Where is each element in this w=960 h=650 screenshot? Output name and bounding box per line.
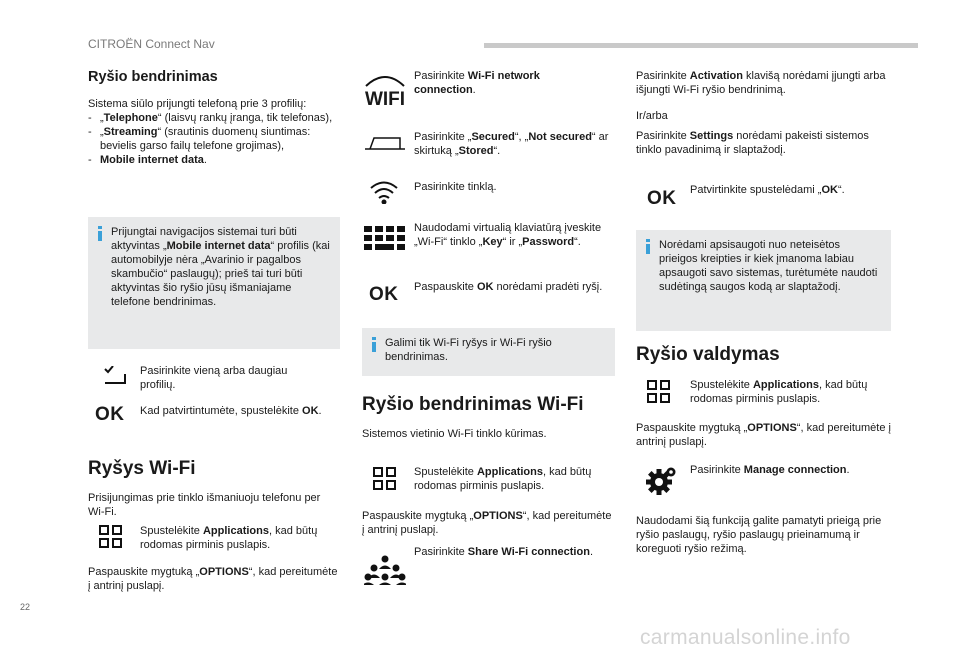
list-item: - „Streaming“ (srautinis duomenų siuntimas: bevielis garso failų telefone grojimas),: [88, 125, 343, 153]
share-intro: Sistemos vietinio Wi-Fi tinklo kūrimas.: [362, 428, 547, 440]
select-profiles-text: Pasirinkite vieną arba daugiau profilių.: [140, 365, 288, 391]
keyboard-icon: [364, 226, 406, 250]
ok-icon: OK: [647, 188, 677, 209]
share-wifi-text: Pasirinkite Share Wi-Fi connection.: [414, 546, 593, 558]
apps-grid-icon: [373, 467, 397, 491]
wifi-label-icon: WIFI: [364, 72, 406, 111]
info-icon: [645, 239, 651, 254]
ok-icon: OK: [369, 284, 399, 305]
heading-wifi-connection: Ryšys Wi-Fi: [88, 458, 196, 479]
heading-connection-management: Ryšio valdymas: [636, 344, 780, 365]
page-number: 22: [20, 602, 31, 612]
options-text: Paspauskite mygtuką „OPTIONS“, kad pereitumėte į antrinį puslapį.: [362, 510, 612, 536]
apps-grid-icon: [99, 525, 123, 549]
secured-tabs-text: Pasirinkite „Secured“, „Not secured“ ar skirtuką „Stored“.: [414, 131, 609, 157]
wifi-icon: [369, 180, 399, 204]
keyboard-text: Naudodami virtualią klaviatūrą įveskite „Wi-Fi“ tinklo „Key“ ir „Password“.: [414, 222, 602, 248]
info-icon: [371, 337, 377, 352]
profiles-list: [88, 111, 343, 167]
manage-connection-text: Pasirinkite Manage connection.: [690, 464, 850, 476]
applications-text: Spustelėkite Applications, kad būtų rodomas pirminis puslapis.: [414, 466, 592, 492]
heading-wifi-sharing: Ryšio bendrinimas Wi-Fi: [362, 394, 584, 415]
options-text: Paspauskite mygtuką „OPTIONS“, kad pereitumėte į antrinį puslapį.: [636, 422, 891, 448]
applications-text: Spustelėkite Applications, kad būtų rodomas pirminis puslapis.: [690, 379, 868, 405]
list-item: - „Telephone“ (laisvų rankų įranga, tik telefonas),: [88, 111, 343, 125]
applications-text: Spustelėkite Applications, kad būtų rodomas pirminis puslapis.: [140, 525, 318, 551]
info-icon: [97, 226, 103, 241]
profiles-intro: Sistema siūlo prijungti telefoną prie 3 profilių:: [88, 98, 307, 110]
settings-text: Pasirinkite Settings norėdami pakeisti sistemos tinklo pavadinimą ir slaptažodį.: [636, 130, 869, 156]
tabs-icon: [364, 136, 406, 150]
info-note-wifi: Galimi tik Wi-Fi ryšys ir Wi-Fi ryšio bendrinimas.: [362, 328, 615, 376]
manage-outro-text: Naudodami šią funkciją galite pamatyti prieigą prie ryšio paslaugų, ryšio paslaugų prieinamumą ir koreguoti ryšio režimą.: [636, 515, 882, 555]
activation-text: Pasirinkite Activation klavišą norėdami įjungti arba išjungti Wi-Fi ryšio bendrinimą.: [636, 70, 886, 96]
ok-icon: OK: [95, 404, 125, 425]
info-note-mobile-data: Prijungtai navigacijos sistemai turi būti aktyvintas „Mobile internet data“ profilis (kai automobilyje nėra „Avarinio ir pagalbos skambučio“ paslaugų); prieš tai turi būti aktyvintas šio ryšio jūsų išmaniajame telefone bendrinimas.: [88, 217, 340, 349]
info-note-security: Norėdami apsisaugoti nuo neteisėtos prieigos kreipties ir kiek įmanoma labiau apsaugoti savo sistemas, turėtumėte naudoti sudėtingą saugos kodą ar slaptažodį.: [636, 230, 891, 331]
confirm-text: Patvirtinkite spustelėdami „OK“.: [690, 184, 845, 196]
wifi-intro: Prisijungimas prie tinklo išmaniuoju telefonu per Wi-Fi.: [88, 492, 321, 518]
or-text: Ir/arba: [636, 110, 668, 122]
confirm-text: Kad patvirtintumėte, spustelėkite OK.: [140, 405, 322, 417]
start-connection-text: Paspauskite OK norėdami pradėti ryšį.: [414, 281, 603, 293]
heading-connection-sharing: Ryšio bendrinimas: [88, 69, 218, 85]
gear-icon: [645, 466, 677, 496]
apps-grid-icon: [647, 380, 671, 404]
checklist-icon: [103, 366, 127, 386]
list-item: - Mobile internet data.: [88, 153, 343, 167]
select-wifi-network-text: Pasirinkite Wi-Fi network connection.: [414, 70, 540, 96]
running-header: CITROËN Connect Nav: [88, 37, 215, 51]
share-people-icon: [364, 555, 406, 585]
header-bar: [484, 43, 918, 48]
options-text: Paspauskite mygtuką „OPTIONS“, kad pereitumėte į antrinį puslapį.: [88, 566, 338, 592]
select-network-text: Pasirinkite tinklą.: [414, 181, 497, 193]
watermark: carmanualsonline.info: [640, 626, 851, 649]
